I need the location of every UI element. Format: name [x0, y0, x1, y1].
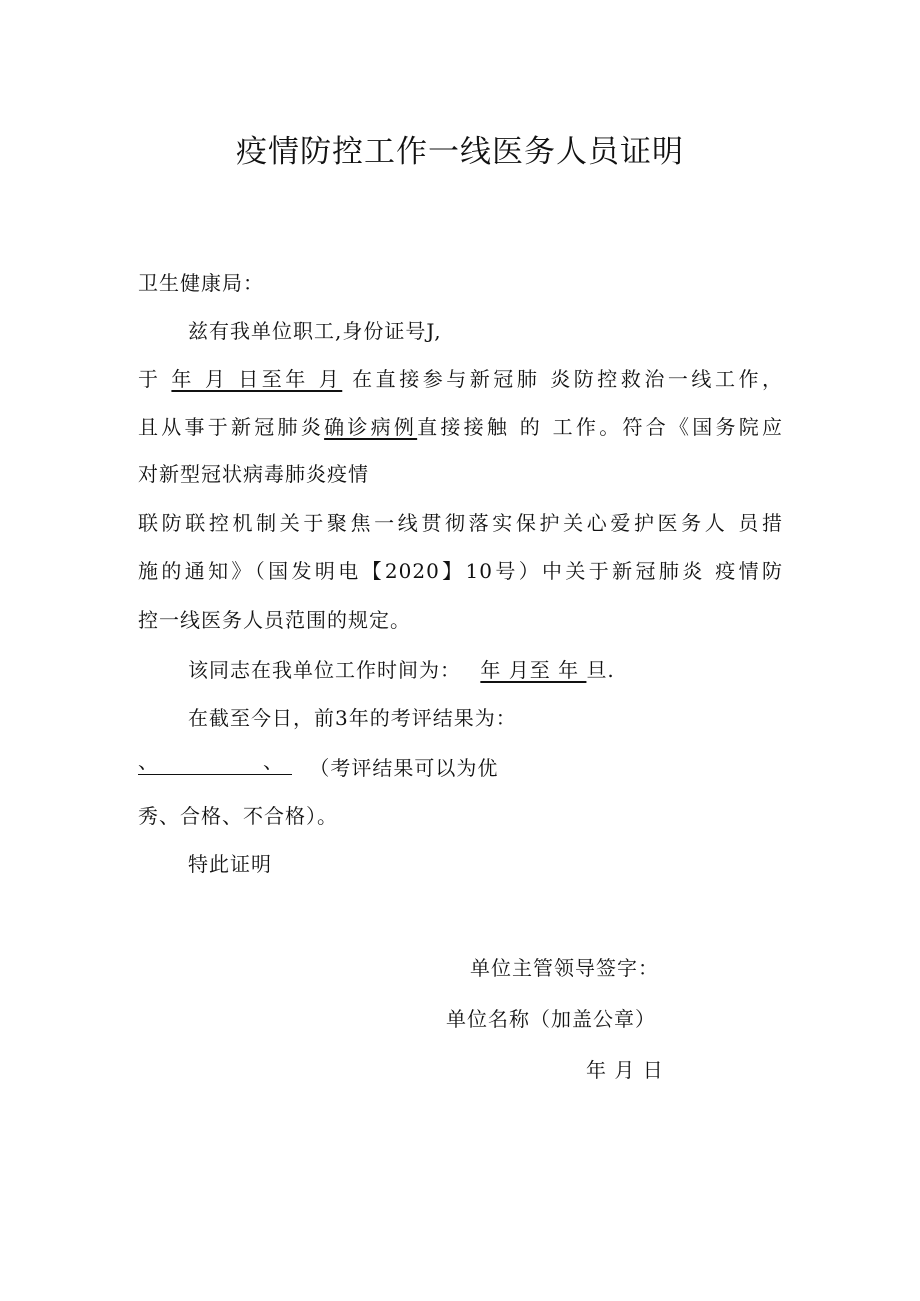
signature-date: 年 月 日: [586, 1058, 664, 1082]
separator-2: 、: [263, 749, 284, 773]
line-2-rest: 在直接参与新冠肺 炎防控救治一线工作，: [352, 367, 784, 391]
paragraph-1-line-6: 施的通知》（国发明电【2020】10号）中关于新冠肺炎 疫情防: [138, 559, 783, 583]
yu-text: 于: [138, 367, 162, 391]
paragraph-1-line-5: 联防联控机制关于聚焦一线贯彻落实保护关心爱护医务人 员措: [138, 511, 783, 535]
paragraph-1-line-3: [138, 412, 783, 442]
separator-1: 、: [138, 749, 159, 773]
closing-text: 特此证明: [188, 852, 272, 876]
work-period-end: 旦.: [586, 658, 615, 682]
evaluation-label: 在截至今日，前3年的考评结果为：: [188, 706, 517, 730]
evaluation-blanks-line: [138, 749, 499, 783]
evaluation-note-2: 秀、合格、不合格）。: [138, 804, 338, 828]
paragraph-1-line-7: 控一线医务人员范围的规定。: [138, 608, 411, 632]
unit-name-label: 单位名称（加盖公章）: [446, 1007, 656, 1031]
paragraph-1-line-1: 兹有我单位职工,身份证号J,: [188, 319, 442, 343]
line-3-rest: 直接接触 的 工作。符合《国务院应: [417, 415, 784, 439]
document-title: 疫情防控工作一线医务人员证明: [236, 134, 684, 170]
evaluation-blank-1: [138, 749, 284, 775]
work-period-label: 该同志在我单位工作时间为：: [188, 658, 461, 682]
evaluation-note-1: （考评结果可以为优: [309, 756, 499, 780]
paragraph-1-line-2: [138, 364, 783, 394]
work-period-underlined: 年 月至 年: [480, 658, 587, 682]
work-period-line: [188, 655, 615, 685]
leader-signature-label: 单位主管领导签字：: [470, 956, 659, 980]
paragraph-1-line-4: 对新型冠状病毒肺炎疫情: [138, 462, 369, 486]
salutation: 卫生健康局：: [138, 271, 264, 295]
date-range-underlined: 年 月 日至年 月: [171, 367, 343, 391]
confirmed-cases-underlined: 确诊病例: [324, 415, 418, 439]
line-3-start: 且从事于新冠肺炎: [138, 415, 325, 439]
